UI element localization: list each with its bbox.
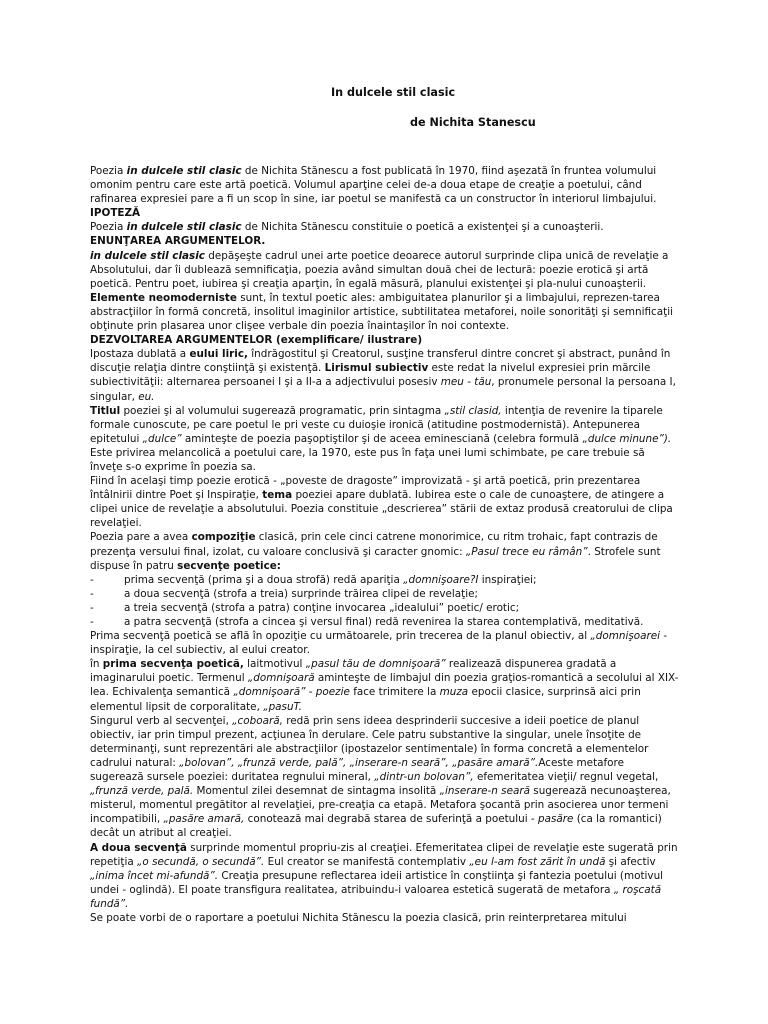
- text-run: Titlul: [90, 404, 121, 417]
- text-run: clasică, prin cele cinci catrene monorimice, cu ritm trohaic, fapt contrazis de prezenţa versului final, izolat, cu valoare conclusivă şi caracter gnomic:: [90, 531, 658, 558]
- document-author: de Nichita Stanescu: [410, 116, 536, 129]
- list-dash: -: [90, 573, 94, 586]
- paragraph: [90, 234, 680, 248]
- text-run: poeziei apare dublată. Iubirea este o cale de cunoaştere, de atingere a clipei unice de revelaţie a absolutului. Poezia constituie „descrierea” stării de extaz produsă creatorului de clipa revelaţiei.: [90, 489, 673, 530]
- document-title: In dulcele stil clasic: [331, 86, 456, 99]
- text-run: in dulcele stil clasic: [126, 221, 242, 234]
- text-run: conotează mai degrabă starea de suferinţă a poetului -: [244, 813, 538, 826]
- text-run: prima secvenţă (prima şi a doua strofă) redă apariţia: [124, 573, 404, 586]
- text-run: sugerează necunoaşterea, misterul, momentul pregătitor al revelaţiei, pre-creaţia ca etapă. Metafora şocantă prin asocierea unor termeni incompatibili,: [90, 785, 671, 826]
- text-run: „dulce minune”).: [582, 432, 672, 445]
- text-run: intenţia de revenire la tiparele formale cunoscute, pe care poetul le pri veste cu duioşie ironică (atitudine postmodernistă). Antepunerea epitetului: [90, 404, 663, 445]
- text-run: de Nichita Stănescu constituie o poetică a existenţei şi a cunoaşterii.: [241, 221, 604, 234]
- text-run: în: [90, 658, 103, 671]
- text-run: meu - tău: [440, 376, 492, 389]
- text-run: - inspiraţie, la cel subiectiv, al eului creator.: [90, 630, 668, 657]
- text-run: , pronumele personal la persoana I, singular,: [90, 376, 676, 403]
- text-run: „domnişoară” - poezie: [233, 686, 350, 699]
- text-run: de Nichita Stănescu a fost publicată în 1970, fiind aşezată în fruntea volumului omonim pentru care este artă poetică. Volumul aparţine celei de-a doua etape de creaţie a poetului, când rafinarea expresiei pare a fi un scop în sine, iar poetul se manifestă ca un constructor în interiorul limbajului.: [90, 165, 657, 206]
- text-run: epocii clasice, surprinsă aici prin elementul lipsit de corporalitate,: [90, 686, 641, 713]
- text-run: efemeritatea vieţii/ regnul vegetal,: [473, 771, 659, 784]
- paragraph: [90, 206, 680, 220]
- text-run: „Pasul trece eu râmân”: [465, 545, 588, 558]
- text-run: Poezia: [90, 165, 127, 177]
- text-run: Este privirea melancolică a poetului care, la 1970, este pus în faţa unei lumi schimbate, pe care trebuie să înveţe s-o exprime în poezia sa.: [90, 446, 645, 473]
- paragraph: [90, 164, 680, 206]
- text-run: „o secundă, o secundă”.: [137, 855, 265, 868]
- text-run: depăşeşte cadrul unei arte poetice deoarece autorul surprinde clipa unică de revelaţie a Absolutului, dar îi dublează semnificaţia, poezia având simultan două chei de lectură: poezie erotică şi artă poetică. Pentru poet, iubirea şi creaţia aparţin, în egală măsură, planului existenţei şi pla-nului cunoaşterii.: [90, 249, 669, 290]
- text-run: . Strofele sunt dispuse în patru: [90, 545, 661, 572]
- text-run: laitmotivul: [243, 658, 306, 671]
- text-run: „bolovan”, „frunză verde, pală”, „inserare-n seară”, „pasăre amară”.: [179, 756, 539, 769]
- text-run: realizează dispunerea gradată a imaginarului poetic. Termenul: [90, 658, 617, 685]
- list-item-text: [124, 573, 537, 587]
- text-run: este redat la nivelul expresiei prin mărcile subiectivităţii: alternarea persoanei I şi a II-a a adjectivului posesiv: [90, 362, 651, 389]
- text-run: „pasuT.: [263, 700, 302, 713]
- list-dash: -: [90, 587, 94, 600]
- text-run: DEZVOLTAREA ARGUMENTELOR (exemplificare/ ilustrare): [90, 334, 423, 347]
- text-run: eului liric,: [189, 348, 248, 361]
- text-run: Prima secvenţă poetică se află în opoziţie cu următoarele, prin trecerea de la planul obiectiv, al: [90, 630, 591, 643]
- text-run: tema: [262, 489, 293, 502]
- text-run: ENUNŢAREA ARGUMENTELOR.: [90, 235, 266, 248]
- paragraph: [90, 291, 680, 333]
- text-run: „domnişoarei: [590, 630, 661, 643]
- text-run: Eul creator se manifestă contemplativ: [264, 855, 470, 868]
- document-body: [90, 164, 680, 925]
- list-item-text: [124, 615, 643, 629]
- text-run: inspiraţiei;: [478, 573, 537, 586]
- paragraph: [90, 657, 680, 713]
- text-run: muza: [439, 686, 469, 699]
- text-run: (ca la romantici) decât un atribut al creaţiei.: [90, 813, 662, 840]
- paragraph: [90, 474, 680, 530]
- text-run: IPOTEZĂ: [90, 207, 141, 220]
- text-run: Elemente neomoderniste: [90, 291, 237, 304]
- list-item-text: [124, 601, 519, 615]
- text-run: „pasăre amară,: [163, 813, 245, 826]
- paragraph: [90, 220, 680, 234]
- text-run: „inserare-n seară: [439, 785, 530, 798]
- text-run: surprinde momentul propriu-zis al creaţiei. Efemeritatea clipei de revelaţie este sugerată prin repetiţia: [90, 841, 678, 868]
- list-item: [90, 573, 680, 587]
- text-run: Se poate vorbi de o raportare a poetului Nichita Stănescu la poezia clasică, prin reinterpretarea mitului: [90, 911, 627, 924]
- text-run: şi afectiv: [605, 855, 656, 868]
- paragraph: [90, 347, 680, 403]
- text-run: pasăre: [537, 813, 574, 826]
- text-run: „eu l-am fost zărit în undă: [469, 855, 606, 868]
- text-run: compoziţie: [191, 531, 256, 544]
- paragraph: [90, 333, 680, 347]
- text-run: „domnişoare?I: [403, 573, 479, 586]
- text-run: secvenţe poetice:: [177, 559, 281, 572]
- text-run: in dulcele stil clasic: [126, 165, 242, 177]
- text-run: eu.: [138, 390, 155, 403]
- text-run: Fiind în acelaşi timp poezie erotică - „poveste de dragoste” improvizată - şi artă poetică, prin prezentarea întâlnirii dintre Poet şi Inspiraţie,: [90, 475, 641, 502]
- paragraph: [90, 629, 680, 657]
- text-run: aminteşte de poezia paşoptiştilor şi de aceea eminesciană (celebra formulă: [181, 432, 583, 445]
- text-run: Creaţia presupune reflectarea ideii artistice în conştiinţa şi fantezia poetului (motivul undei - oglindă). El poate transfigura realitatea, atribuindu-i valoarea estetică sugerată de metafora: [90, 869, 664, 896]
- text-run: Ipostaza dublată a: [90, 348, 190, 361]
- list-item: [90, 587, 680, 601]
- text-run: prima secvenţa poetică,: [102, 658, 244, 671]
- paragraph: [90, 841, 680, 911]
- text-run: „frunză verde, pală.: [90, 785, 194, 798]
- text-run: in dulcele stil clasic: [90, 249, 205, 262]
- text-run: „pasul tău de domnişoară”: [305, 658, 446, 671]
- text-run: Aceste metafore sugerează sursele poeziei: duritatea regnului mineral,: [90, 756, 624, 784]
- text-run: redă prin sens ideea desprinderii succesive a ideii poetice de planul obiectiv, iar prin timpul prezent, acţiunea în derulare. Cele patru substantive la singular, unele însoţite de determinanţi, sunt reprezentări ale abstracţiilor (ipostazelor sentimentale) în forma concretă a elementelor cadrului natural:: [90, 714, 649, 769]
- list-item: [90, 615, 680, 629]
- text-run: a treia secvenţă (strofa a patra) conţine invocarea „idealului” poetic/ erotic;: [124, 601, 520, 614]
- text-run: Lirismul subiectiv: [324, 362, 429, 375]
- text-run: a doua secvenţă (strofa a treia) surprinde trăirea clipei de revelaţie;: [124, 587, 478, 600]
- list-item: [90, 601, 680, 615]
- text-run: „stil clasid,: [444, 404, 502, 417]
- text-run: Poezia: [90, 221, 127, 234]
- text-run: îndrăgostitul şi Creatorul, susţine transferul dintre concret şi abstract, punând în discuţie relaţia dintre conştiinţă şi existenţă.: [90, 348, 671, 375]
- list-item-text: [124, 587, 478, 601]
- text-run: poeziei şi al volumului sugerează programatic, prin sintagma: [120, 404, 445, 417]
- list-dash: -: [90, 616, 94, 628]
- list-dash: -: [90, 601, 94, 614]
- text-run: face trimitere la: [349, 686, 440, 699]
- paragraph: [90, 714, 680, 841]
- text-run: Momentul zilei desemnat de sintagma insolită: [193, 785, 440, 798]
- text-run: „inima încet mi-afundă”.: [90, 869, 219, 882]
- text-run: Poezia pare a avea: [90, 531, 192, 544]
- text-run: A doua secvenţă: [90, 841, 187, 854]
- text-run: sunt, în textul poetic ales: ambiguitatea planurilor şi a limbajului, reprezen-tarea abstracţiilor în formă concretă, insolitul imaginilor artistice, subtilitatea metaforei, noile sonorităţi şi semnificaţii obţinute prin plasarea unor clişee verbale din poezia înaintaşilor în noi contexte.: [90, 291, 673, 333]
- text-run: „ roşcată fundă”.: [90, 883, 662, 910]
- text-run: aminteşte de limbajul din poezia graţios-romantică a secolului al XIX-lea. Echivalenţa semantică: [90, 672, 679, 699]
- text-run: „domnişoară: [247, 672, 315, 685]
- paragraph: [90, 404, 680, 474]
- paragraph: [90, 530, 680, 572]
- text-run: „dulce”: [142, 432, 182, 445]
- text-run: „coboară,: [232, 714, 283, 727]
- text-run: Singurul verb al secvenţei,: [90, 714, 233, 727]
- text-run: „dintr-un bolovan”,: [374, 771, 474, 784]
- text-run: a patra secvenţă (strofa a cincea şi versul final) redă revenirea la starea contemplativă, meditativă.: [124, 616, 644, 628]
- paragraph: [90, 249, 680, 291]
- paragraph: [90, 911, 680, 925]
